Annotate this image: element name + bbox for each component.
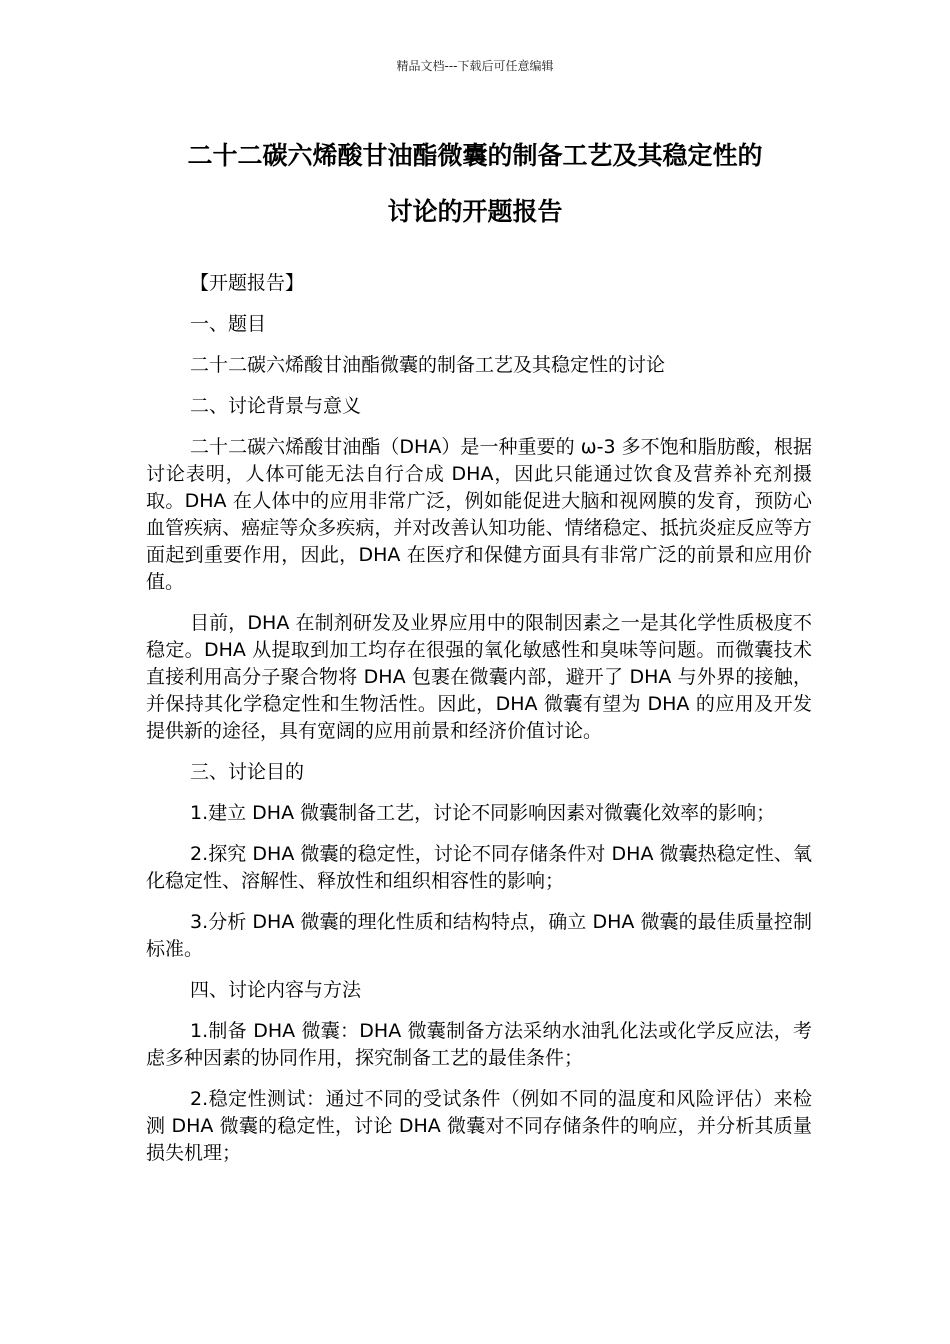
section-label-report: 【开题报告】: [190, 272, 305, 294]
purpose-item-1: 1.建立 DHA 微囊制备工艺，讨论不同影响因素对微囊化效率的影响；: [190, 802, 776, 824]
topic-text: 二十二碳六烯酸甘油酯微囊的制备工艺及其稳定性的讨论: [190, 354, 666, 376]
purpose-item-3: 3.分析 DHA 微囊的理化性质和结构特点，确立 DHA 微囊的最佳质量控制标准。: [146, 911, 812, 960]
heading-purpose: 三、讨论目的: [190, 761, 305, 783]
method-item-1: 1.制备 DHA 微囊：DHA 微囊制备方法采纳水油乳化法或化学反应法，考虑多种因素的协同作用，探究制备工艺的最佳条件；: [146, 1020, 812, 1069]
heading-background: 二、讨论背景与意义: [190, 395, 362, 417]
page-header-note: 精品文档---下载后可任意编辑: [396, 59, 554, 73]
heading-content-methods: 四、讨论内容与方法: [190, 979, 362, 1001]
heading-topic: 一、题目: [190, 313, 267, 335]
purpose-item-2: 2.探究 DHA 微囊的稳定性，讨论不同存储条件对 DHA 微囊热稳定性、氧化稳定性、溶解性、释放性和组织相容性的影响；: [146, 843, 812, 892]
document-title-line-2: 讨论的开题报告: [387, 197, 563, 226]
background-paragraph-1: 二十二碳六烯酸甘油酯（DHA）是一种重要的 ω-3 多不饱和脂肪酸，根据讨论表明，人体可能无法自行合成 DHA，因此只能通过饮食及营养补充剂摄取。DHA 在人体中的应用非常广泛，例如能促进大脑和视网膜的发育，预防心血管疾病、癌症等众多疾病，并对改善认知功能、情绪稳定、抵抗炎症反应等方面起到重要作用，因此，DHA 在医疗和保健方面具有非常广泛的前景和应用价值。: [146, 436, 812, 593]
background-paragraph-2: 目前，DHA 在制剂研发及业界应用中的限制因素之一是其化学性质极度不稳定。DHA 从提取到加工均存在很强的氧化敏感性和臭味等问题。而微囊技术直接利用高分子聚合物将 DHA 包裹在微囊内部，避开了 DHA 与外界的接触，并保持其化学稳定性和生物活性。因此，DHA 微囊有望为 DHA 的应用及开发提供新的途径，具有宽阔的应用前景和经济价值讨论。: [146, 612, 812, 742]
document-body: [146, 270, 812, 1181]
document-title-line-1: 二十二碳六烯酸甘油酯微囊的制备工艺及其稳定性的: [187, 141, 763, 170]
method-item-2: 2.稳定性测试：通过不同的受试条件（例如不同的温度和风险评估）来检测 DHA 微囊的稳定性，讨论 DHA 微囊对不同存储条件的响应，并分析其质量损失机理；: [146, 1088, 812, 1164]
